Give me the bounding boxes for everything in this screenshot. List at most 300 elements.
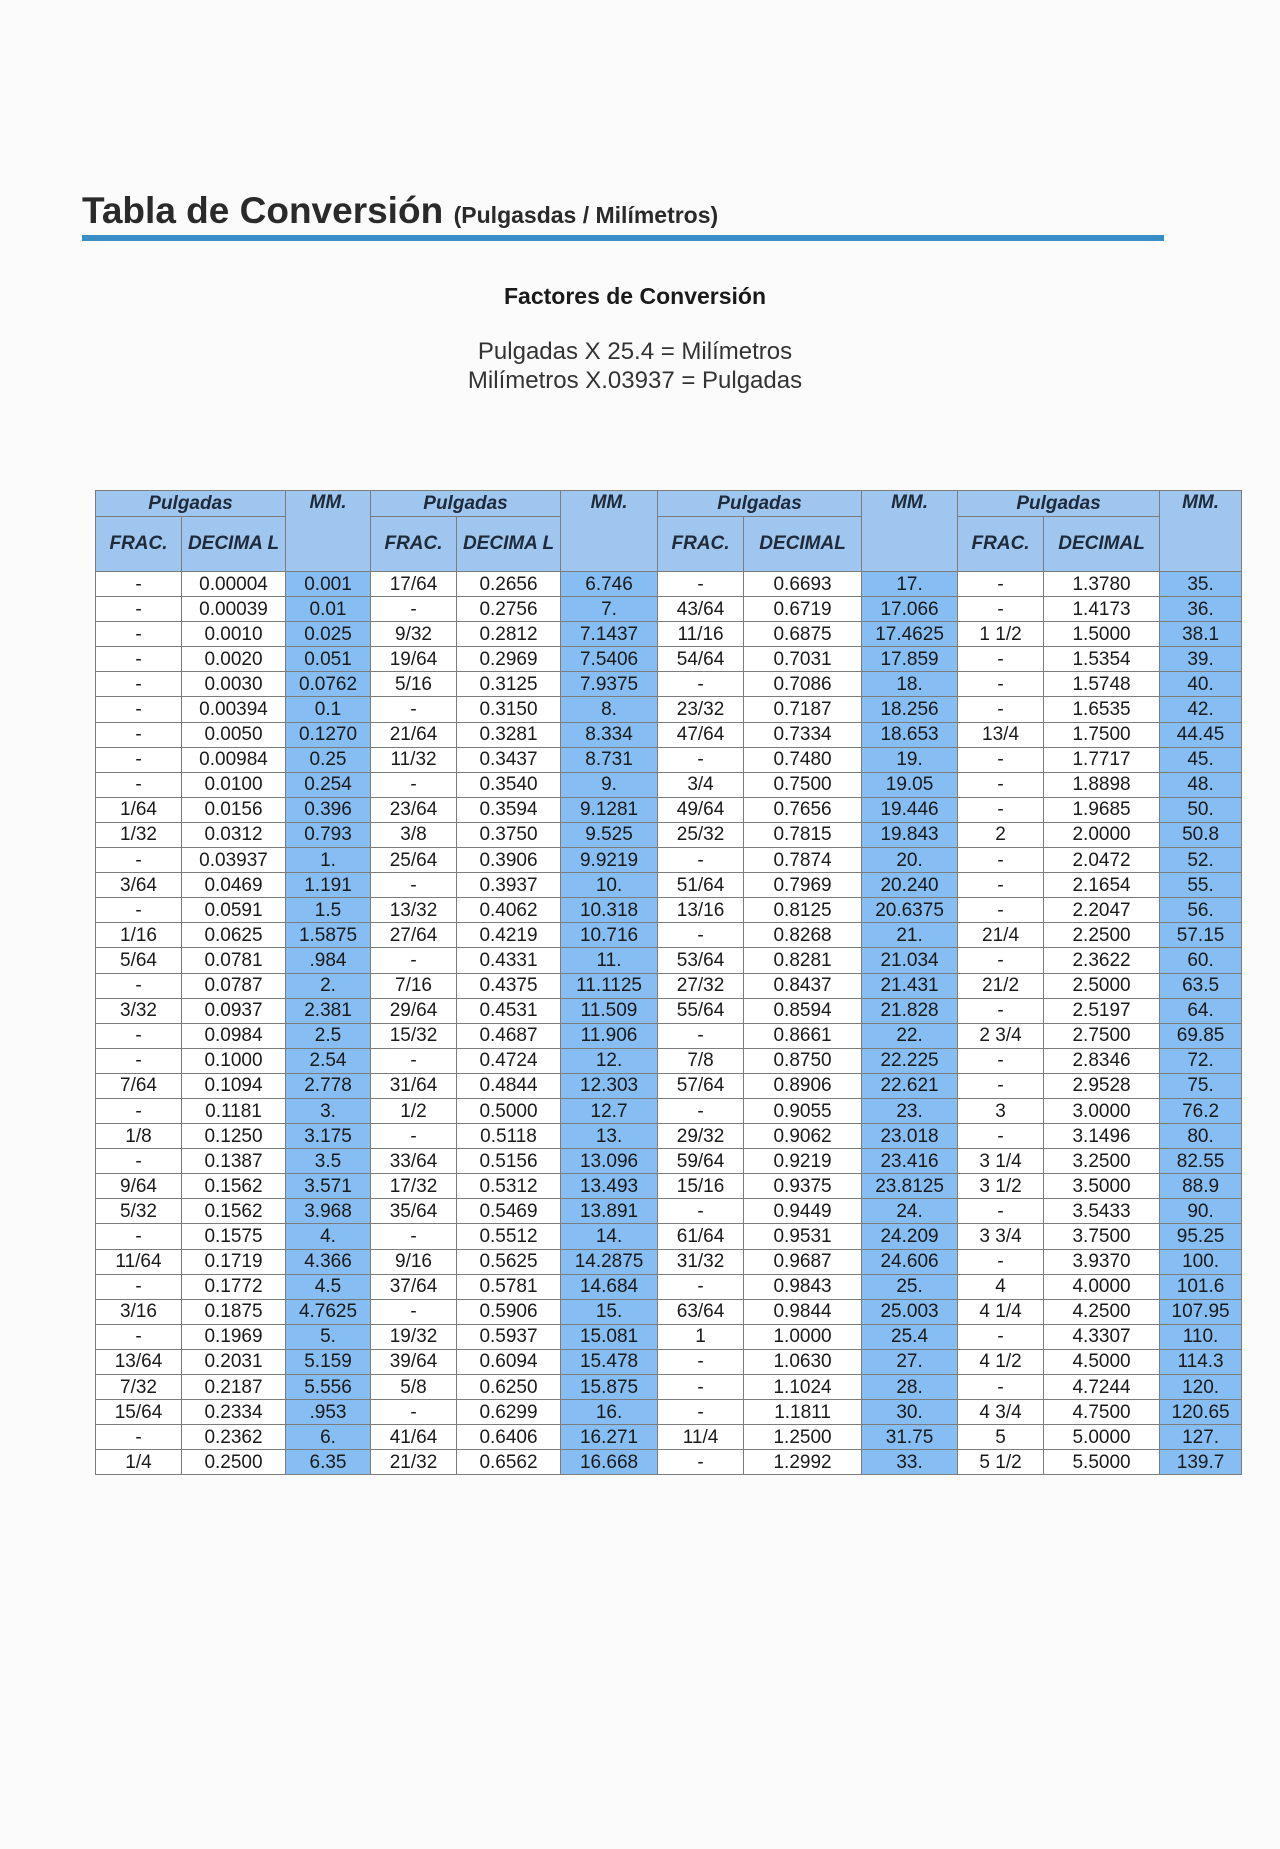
mm-cell: 20.6375 [862, 898, 958, 923]
decimal-cell: 0.2187 [182, 1375, 286, 1400]
frac-cell: 2 [958, 822, 1044, 847]
table-row [96, 898, 1242, 923]
decimal-cell: 0.1772 [182, 1274, 286, 1299]
decimal-cell: 4.7244 [1044, 1375, 1160, 1400]
frac-cell: 61/64 [658, 1224, 744, 1249]
frac-cell: - [371, 597, 457, 622]
frac-cell: - [96, 1274, 182, 1299]
frac-cell: - [658, 1023, 744, 1048]
mm-cell: 1.5 [286, 898, 371, 923]
decimal-cell: 0.1875 [182, 1299, 286, 1324]
frac-cell: 7/8 [658, 1048, 744, 1073]
frac-cell: 1/8 [96, 1124, 182, 1149]
frac-cell: - [371, 1124, 457, 1149]
decimal-cell: 0.5937 [457, 1324, 561, 1349]
mm-cell: 6.746 [561, 572, 658, 597]
mm-cell: 5. [286, 1324, 371, 1349]
mm-cell: 0.793 [286, 822, 371, 847]
frac-cell: - [96, 1324, 182, 1349]
mm-cell: 7.5406 [561, 647, 658, 672]
table-row [96, 1048, 1242, 1073]
decimal-cell: 0.8750 [744, 1048, 862, 1073]
frac-cell: - [658, 747, 744, 772]
frac-cell: 5 [958, 1425, 1044, 1450]
decimal-cell: 0.7656 [744, 797, 862, 822]
decimal-cell: 0.9449 [744, 1199, 862, 1224]
mm-cell: 21.431 [862, 973, 958, 998]
table-row [96, 647, 1242, 672]
group-header-pulgadas-1: Pulgadas [96, 491, 286, 517]
decimal-cell: 0.9531 [744, 1224, 862, 1249]
frac-cell: 21/64 [371, 722, 457, 747]
decimal-cell: 0.4062 [457, 898, 561, 923]
frac-cell: - [958, 672, 1044, 697]
mm-cell: 25.4 [862, 1324, 958, 1349]
decimal-cell: 0.7874 [744, 848, 862, 873]
table-row [96, 597, 1242, 622]
decimal-cell: 0.1719 [182, 1249, 286, 1274]
frac-cell: 3/4 [658, 772, 744, 797]
frac-cell: 13/32 [371, 898, 457, 923]
frac-cell: 5/8 [371, 1375, 457, 1400]
frac-cell: 17/64 [371, 572, 457, 597]
decimal-cell: 0.5512 [457, 1224, 561, 1249]
decimal-cell: 0.3281 [457, 722, 561, 747]
mm-cell: 2.54 [286, 1048, 371, 1073]
decimal-cell: 0.9055 [744, 1098, 862, 1123]
mm-cell: 19.446 [862, 797, 958, 822]
table-row [96, 848, 1242, 873]
mm-cell: 6.35 [286, 1450, 371, 1475]
mm-cell: 0.001 [286, 572, 371, 597]
decimal-cell: 1.8898 [1044, 772, 1160, 797]
frac-cell: - [958, 597, 1044, 622]
mm-cell: 1.5875 [286, 923, 371, 948]
mm-cell: 38.1 [1160, 622, 1242, 647]
decimal-cell: 0.9844 [744, 1299, 862, 1324]
frac-cell: 7/32 [96, 1375, 182, 1400]
frac-cell: - [96, 1023, 182, 1048]
group-header-pulgadas-4: Pulgadas [958, 491, 1160, 517]
mm-cell: 17. [862, 572, 958, 597]
decimal-cell: 0.2812 [457, 622, 561, 647]
frac-cell: 41/64 [371, 1425, 457, 1450]
mm-cell: 12.303 [561, 1073, 658, 1098]
frac-cell: - [958, 1124, 1044, 1149]
decimal-cell: 0.2362 [182, 1425, 286, 1450]
mm-cell: 13.891 [561, 1199, 658, 1224]
table-row [96, 1324, 1242, 1349]
mm-cell: 72. [1160, 1048, 1242, 1073]
mm-cell: 107.95 [1160, 1299, 1242, 1324]
mm-cell: 12.7 [561, 1098, 658, 1123]
mm-cell: 28. [862, 1375, 958, 1400]
mm-cell: 139.7 [1160, 1450, 1242, 1475]
frac-cell: - [96, 772, 182, 797]
decimal-cell: 0.1575 [182, 1224, 286, 1249]
frac-cell: 27/32 [658, 973, 744, 998]
decimal-cell: 2.5197 [1044, 998, 1160, 1023]
frac-cell: 11/32 [371, 747, 457, 772]
mm-header-2: MM. [561, 491, 658, 572]
decimal-cell: 0.00984 [182, 747, 286, 772]
group-header-pulgadas-2: Pulgadas [371, 491, 561, 517]
decimal-cell: 0.3750 [457, 822, 561, 847]
decimal-cell: 0.6719 [744, 597, 862, 622]
frac-cell: - [371, 772, 457, 797]
decimal-cell: 0.9687 [744, 1249, 862, 1274]
frac-cell: 63/64 [658, 1299, 744, 1324]
mm-cell: 15.478 [561, 1349, 658, 1374]
table-row [96, 1098, 1242, 1123]
decimal-cell: 5.0000 [1044, 1425, 1160, 1450]
mm-cell: 5.556 [286, 1375, 371, 1400]
decimal-cell: 0.8437 [744, 973, 862, 998]
mm-cell: 80. [1160, 1124, 1242, 1149]
mm-cell: 0.0762 [286, 672, 371, 697]
decimal-cell: 0.4844 [457, 1073, 561, 1098]
decimal-cell: 3.1496 [1044, 1124, 1160, 1149]
mm-cell: 6. [286, 1425, 371, 1450]
frac-cell: 1 [658, 1324, 744, 1349]
mm-cell: 23. [862, 1098, 958, 1123]
mm-cell: 21.828 [862, 998, 958, 1023]
table-row [96, 948, 1242, 973]
frac-cell: 23/32 [658, 697, 744, 722]
mm-cell: 10.318 [561, 898, 658, 923]
frac-cell: 1/64 [96, 797, 182, 822]
frac-cell: 53/64 [658, 948, 744, 973]
mm-cell: 19. [862, 747, 958, 772]
frac-cell: - [658, 1450, 744, 1475]
decimal-cell: 0.4375 [457, 973, 561, 998]
frac-cell: - [96, 898, 182, 923]
frac-cell: 3 3/4 [958, 1224, 1044, 1249]
frac-cell: - [96, 597, 182, 622]
decimal-cell: 0.3150 [457, 697, 561, 722]
frac-cell: - [96, 1425, 182, 1450]
frac-cell: 5/64 [96, 948, 182, 973]
mm-cell: 14.684 [561, 1274, 658, 1299]
frac-cell: - [371, 697, 457, 722]
decimal-cell: 1.2992 [744, 1450, 862, 1475]
decimal-cell: 0.0625 [182, 923, 286, 948]
decimal-cell: 4.3307 [1044, 1324, 1160, 1349]
decimal-cell: 1.1024 [744, 1375, 862, 1400]
frac-cell: - [96, 697, 182, 722]
mm-cell: 22.621 [862, 1073, 958, 1098]
decimal-cell: 0.9843 [744, 1274, 862, 1299]
decimal-cell: 0.5906 [457, 1299, 561, 1324]
mm-cell: 9. [561, 772, 658, 797]
frac-cell: 13/64 [96, 1349, 182, 1374]
mm-cell: 40. [1160, 672, 1242, 697]
decimal-cell: 0.6693 [744, 572, 862, 597]
mm-cell: 82.55 [1160, 1149, 1242, 1174]
mm-cell: 9.1281 [561, 797, 658, 822]
decimal-cell: 0.3594 [457, 797, 561, 822]
mm-cell: 0.025 [286, 622, 371, 647]
frac-cell: - [96, 622, 182, 647]
decimal-cell: 0.6875 [744, 622, 862, 647]
table-row [96, 1349, 1242, 1374]
decimal-cell: 1.3780 [1044, 572, 1160, 597]
frac-cell: 4 [958, 1274, 1044, 1299]
mm-cell: 101.6 [1160, 1274, 1242, 1299]
decimal-cell: 0.6094 [457, 1349, 561, 1374]
frac-cell: 29/64 [371, 998, 457, 1023]
frac-cell: 31/64 [371, 1073, 457, 1098]
frac-cell: - [958, 948, 1044, 973]
decimal-cell: 0.7334 [744, 722, 862, 747]
mm-cell: 12. [561, 1048, 658, 1073]
decimal-cell: 4.7500 [1044, 1400, 1160, 1425]
mm-cell: 17.4625 [862, 622, 958, 647]
frac-cell: - [958, 998, 1044, 1023]
decimal-cell: 0.1387 [182, 1149, 286, 1174]
decimal-cell: 0.5312 [457, 1174, 561, 1199]
mm-cell: 50. [1160, 797, 1242, 822]
decimal-cell: 0.0156 [182, 797, 286, 822]
mm-cell: 11.509 [561, 998, 658, 1023]
mm-cell: 95.25 [1160, 1224, 1242, 1249]
mm-cell: 16.271 [561, 1425, 658, 1450]
decimal-cell: 1.4173 [1044, 597, 1160, 622]
frac-cell: 7/64 [96, 1073, 182, 1098]
decimal-cell: 2.1654 [1044, 873, 1160, 898]
decimal-cell: 0.2969 [457, 647, 561, 672]
frac-cell: - [96, 672, 182, 697]
table-row [96, 697, 1242, 722]
mm-cell: 13. [561, 1124, 658, 1149]
decimal-cell: 0.1250 [182, 1124, 286, 1149]
frac-cell: - [371, 1400, 457, 1425]
decimal-cell: 5.5000 [1044, 1450, 1160, 1475]
frac-cell: 4 1/4 [958, 1299, 1044, 1324]
mm-cell: 120.65 [1160, 1400, 1242, 1425]
mm-cell: 11.1125 [561, 973, 658, 998]
mm-cell: 55. [1160, 873, 1242, 898]
mm-cell: 0.1 [286, 697, 371, 722]
mm-cell: 11. [561, 948, 658, 973]
frac-cell: 57/64 [658, 1073, 744, 1098]
frac-cell: - [658, 1349, 744, 1374]
table-row [96, 1375, 1242, 1400]
mm-header-3: MM. [862, 491, 958, 572]
frac-cell: - [371, 1299, 457, 1324]
mm-cell: 3.5 [286, 1149, 371, 1174]
mm-cell: 33. [862, 1450, 958, 1475]
frac-cell: 19/32 [371, 1324, 457, 1349]
decimal-cell: 0.0787 [182, 973, 286, 998]
mm-cell: 3.968 [286, 1199, 371, 1224]
frac-cell: - [958, 898, 1044, 923]
decimal-cell: 0.00004 [182, 572, 286, 597]
table-row [96, 772, 1242, 797]
frac-cell: 39/64 [371, 1349, 457, 1374]
mm-cell: 22. [862, 1023, 958, 1048]
frac-cell: 5 1/2 [958, 1450, 1044, 1475]
frac-header-3: FRAC. [658, 517, 744, 572]
frac-cell: 13/16 [658, 898, 744, 923]
mm-cell: 76.2 [1160, 1098, 1242, 1123]
mm-cell: 18.256 [862, 697, 958, 722]
frac-cell: - [958, 697, 1044, 722]
mm-cell: 5.159 [286, 1349, 371, 1374]
frac-cell: 5/32 [96, 1199, 182, 1224]
frac-cell: 2 3/4 [958, 1023, 1044, 1048]
frac-cell: - [658, 848, 744, 873]
mm-cell: 25.003 [862, 1299, 958, 1324]
decimal-cell: 0.8906 [744, 1073, 862, 1098]
frac-cell: - [371, 1224, 457, 1249]
frac-header-1: FRAC. [96, 517, 182, 572]
mm-cell: 23.8125 [862, 1174, 958, 1199]
frac-cell: 3 [958, 1098, 1044, 1123]
decimal-cell: 1.5748 [1044, 672, 1160, 697]
decimal-cell: 0.03937 [182, 848, 286, 873]
mm-cell: 3.571 [286, 1174, 371, 1199]
mm-cell: 64. [1160, 998, 1242, 1023]
decimal-cell: 0.1181 [182, 1098, 286, 1123]
mm-cell: 4.7625 [286, 1299, 371, 1324]
decimal-cell: 0.0312 [182, 822, 286, 847]
mm-cell: 27. [862, 1349, 958, 1374]
decimal-cell: 0.8661 [744, 1023, 862, 1048]
mm-cell: 0.254 [286, 772, 371, 797]
frac-cell: - [96, 973, 182, 998]
mm-cell: 23.416 [862, 1149, 958, 1174]
decimal-cell: 0.9219 [744, 1149, 862, 1174]
decimal-cell: 0.0030 [182, 672, 286, 697]
decimal-cell: 0.0100 [182, 772, 286, 797]
decimal-cell: 1.7717 [1044, 747, 1160, 772]
decimal-cell: 1.0630 [744, 1349, 862, 1374]
decimal-header-1: DECIMA L [182, 517, 286, 572]
table-row [96, 622, 1242, 647]
decimal-cell: 0.5625 [457, 1249, 561, 1274]
frac-cell: 11/16 [658, 622, 744, 647]
decimal-cell: 0.5781 [457, 1274, 561, 1299]
frac-cell: 27/64 [371, 923, 457, 948]
mm-cell: 110. [1160, 1324, 1242, 1349]
table-row [96, 747, 1242, 772]
mm-cell: 16.668 [561, 1450, 658, 1475]
table-row [96, 1149, 1242, 1174]
mm-cell: 120. [1160, 1375, 1242, 1400]
table-row [96, 1274, 1242, 1299]
frac-cell: - [658, 923, 744, 948]
decimal-cell: 1.0000 [744, 1324, 862, 1349]
mm-cell: 1. [286, 848, 371, 873]
table-row [96, 822, 1242, 847]
mm-header-4: MM. [1160, 491, 1242, 572]
mm-cell: .984 [286, 948, 371, 973]
mm-cell: 24. [862, 1199, 958, 1224]
mm-cell: 48. [1160, 772, 1242, 797]
frac-cell: - [96, 572, 182, 597]
decimal-cell: 0.5156 [457, 1149, 561, 1174]
frac-cell: - [658, 1375, 744, 1400]
frac-cell: - [958, 797, 1044, 822]
mm-cell: 44.45 [1160, 722, 1242, 747]
mm-cell: 4.366 [286, 1249, 371, 1274]
frac-cell: - [958, 1375, 1044, 1400]
decimal-cell: 0.1562 [182, 1199, 286, 1224]
frac-cell: - [658, 1199, 744, 1224]
frac-cell: 15/32 [371, 1023, 457, 1048]
frac-cell: - [96, 722, 182, 747]
decimal-cell: 0.1562 [182, 1174, 286, 1199]
mm-cell: 88.9 [1160, 1174, 1242, 1199]
mm-cell: 52. [1160, 848, 1242, 873]
conversion-table [95, 490, 1242, 1475]
decimal-cell: 0.6406 [457, 1425, 561, 1450]
mm-cell: 10. [561, 873, 658, 898]
mm-cell: 50.8 [1160, 822, 1242, 847]
decimal-cell: 1.6535 [1044, 697, 1160, 722]
mm-cell: 17.066 [862, 597, 958, 622]
frac-cell: 11/64 [96, 1249, 182, 1274]
decimal-cell: 0.3906 [457, 848, 561, 873]
decimal-cell: 0.3937 [457, 873, 561, 898]
frac-cell: - [96, 1149, 182, 1174]
decimal-cell: 1.7500 [1044, 722, 1160, 747]
frac-cell: 4 1/2 [958, 1349, 1044, 1374]
table-row [96, 1174, 1242, 1199]
mm-cell: 15. [561, 1299, 658, 1324]
frac-cell: - [958, 647, 1044, 672]
table-row [96, 1199, 1242, 1224]
mm-cell: 18.653 [862, 722, 958, 747]
mm-cell: 10.716 [561, 923, 658, 948]
frac-header-2: FRAC. [371, 517, 457, 572]
table-row [96, 797, 1242, 822]
decimal-cell: 3.9370 [1044, 1249, 1160, 1274]
decimal-cell: 2.3622 [1044, 948, 1160, 973]
frac-cell: - [658, 1274, 744, 1299]
mm-cell: 63.5 [1160, 973, 1242, 998]
mm-cell: 19.05 [862, 772, 958, 797]
decimal-cell: 0.2756 [457, 597, 561, 622]
decimal-header-2: DECIMA L [457, 517, 561, 572]
frac-cell: - [658, 672, 744, 697]
table-row [96, 1299, 1242, 1324]
frac-cell: 1 1/2 [958, 622, 1044, 647]
decimal-cell: 0.7500 [744, 772, 862, 797]
factor-mm-to-inches: Milímetros X.03937 = Pulgadas [467, 367, 803, 394]
mm-cell: 3. [286, 1098, 371, 1123]
decimal-cell: 0.2500 [182, 1450, 286, 1475]
decimal-cell: 4.5000 [1044, 1349, 1160, 1374]
frac-cell: 49/64 [658, 797, 744, 822]
table-row [96, 923, 1242, 948]
decimal-cell: 3.5433 [1044, 1199, 1160, 1224]
mm-cell: 24.606 [862, 1249, 958, 1274]
mm-cell: 4. [286, 1224, 371, 1249]
mm-cell: 0.396 [286, 797, 371, 822]
mm-cell: 30. [862, 1400, 958, 1425]
table-row [96, 1073, 1242, 1098]
frac-cell: 1/32 [96, 822, 182, 847]
mm-cell: 31.75 [862, 1425, 958, 1450]
decimal-cell: 4.0000 [1044, 1274, 1160, 1299]
decimal-cell: 0.0050 [182, 722, 286, 747]
title-subtitle: (Pulgasdas / Milímetros) [453, 202, 719, 228]
decimal-cell: 4.2500 [1044, 1299, 1160, 1324]
mm-cell: 25. [862, 1274, 958, 1299]
table-row [96, 1450, 1242, 1475]
